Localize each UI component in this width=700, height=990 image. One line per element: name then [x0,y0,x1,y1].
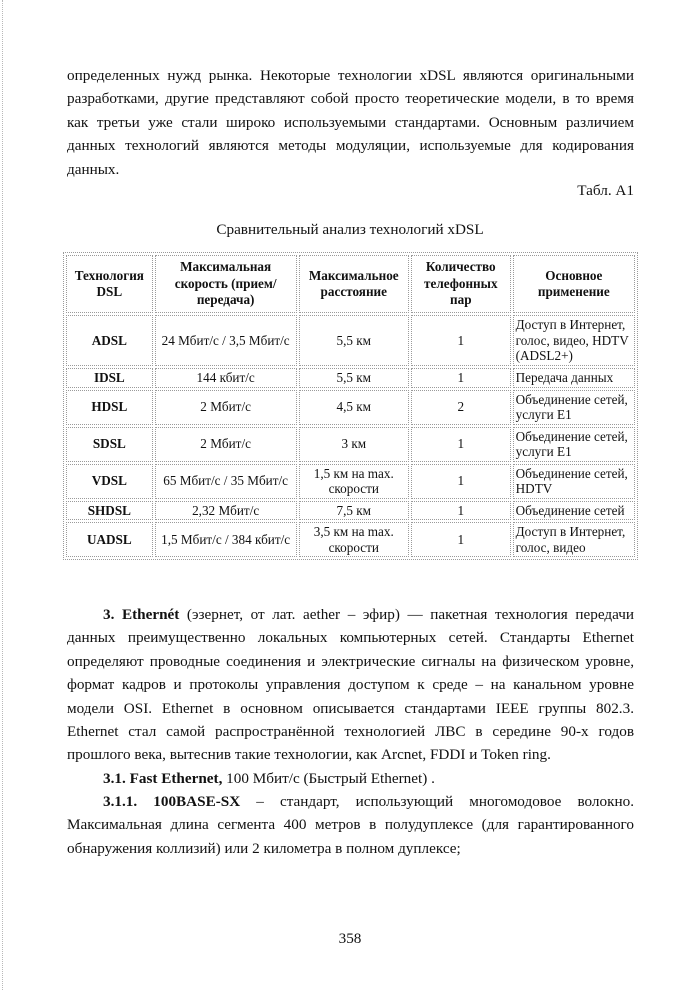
base-sx-heading: 3.1.1. 100BASE-SX [103,793,241,810]
cell-distance: 5,5 км [299,368,409,388]
text-line: данных. [67,160,120,178]
cell-speed: 24 Мбит/с / 3,5 Мбит/с [155,315,297,366]
table-row [66,522,635,557]
text-line: Ethernet стал самой распространённой технологией ЛВС в середине 90-х годов [67,723,634,741]
table-row [66,464,635,499]
cell-application: Доступ в Интернет, голос, видео, HDTV (ADSL2+) [513,315,635,366]
text-line: определенных нужд рынка. Некоторые технологии xDSL являются оригинальными [67,67,634,84]
ethernet-paragraph [67,603,634,767]
cell-tech: SDSL [66,427,153,462]
cell-pairs: 1 [411,501,511,521]
base-sx-paragraph [67,790,634,860]
header-phone-pairs: Количество телефонных пар [411,255,511,313]
text-line: разработками, другие представляют собой просто теоретические модели, в то время [67,90,634,108]
fast-ethernet-paragraph [67,767,634,790]
cell-application: Объединение сетей, услуги E1 [513,390,635,425]
fast-ethernet-heading: 3.1. Fast Ethernet, [103,770,223,787]
text-line: формат кадров и протоколы управления доступом к среде – на канальном уровне [67,676,634,694]
table-header-row [66,255,635,313]
text-line: данных преимущественно локальных компьютерных сетей. Стандарты Ethernet [67,629,634,647]
cell-tech: SHDSL [66,501,153,521]
cell-tech: UADSL [66,522,153,557]
header-max-distance: Максимальное расстояние [299,255,409,313]
xdsl-comparison-table [63,252,638,560]
cell-distance: 5,5 км [299,315,409,366]
cell-tech: IDSL [66,368,153,388]
page-number: 358 [338,930,362,947]
text-line: определяют проводные соединения и электрические сигналы на физическом уровне, [67,652,634,670]
cell-distance: 3,5 км на max. скорости [299,522,409,557]
cell-application: Передача данных [513,368,635,388]
text-line: 3.1.1. 100BASE-SX – стандарт, использующий многомодовое волокно. [103,793,634,810]
cell-distance: 4,5 км [299,390,409,425]
header-main-application: Основное применение [513,255,635,313]
cell-distance: 7,5 км [299,501,409,521]
text-line: 3.1. Fast Ethernet, 100 Мбит/с (Быстрый Ethernet) . [103,770,435,787]
table-row [66,427,635,462]
table-row [66,501,635,521]
header-max-speed: Максимальная скорость (прием/передача) [155,255,297,313]
text-line: как третьи уже стали широко используемыми стандартами. Основным различием [67,113,634,131]
cell-application: Доступ в Интернет, голос, видео [513,522,635,557]
cell-distance: 1,5 км на max. скорости [299,464,409,499]
table-row [66,390,635,425]
cell-speed: 2 Мбит/с [155,427,297,462]
intro-paragraph [67,64,634,181]
cell-pairs: 1 [411,427,511,462]
table-row [66,315,635,366]
ethernet-heading: 3. Ethernét [103,606,180,623]
table-number-label: Табл. А1 [577,182,634,199]
page-left-edge [2,0,3,990]
header-technology: Технология DSL [66,255,153,313]
cell-speed: 2 Мбит/с [155,390,297,425]
cell-application: Объединение сетей, HDTV [513,464,635,499]
text-line: обнаружения коллизий) или 2 километра в полном дуплексе; [67,839,461,857]
cell-pairs: 1 [411,522,511,557]
text-line: 3. Ethernét (эзернет, от лат. aether – эфир) — пакетная технология передачи [103,606,634,623]
text-line: Максимальная длина сегмента 400 метров в полудуплексе (для гарантированного [67,816,634,834]
table-caption: Сравнительный анализ технологий xDSL [216,221,484,238]
cell-speed: 1,5 Мбит/с / 384 кбит/с [155,522,297,557]
cell-application: Объединение сетей [513,501,635,521]
cell-pairs: 2 [411,390,511,425]
text-line: данных технологий являются методы модуляции, используемые для кодирования [67,137,634,155]
cell-application: Объединение сетей, услуги E1 [513,427,635,462]
text-line: прошлого века, вытеснив такие технологии, как Arcnet, FDDI и Token ring. [67,746,551,764]
cell-pairs: 1 [411,368,511,388]
cell-speed: 2,32 Мбит/с [155,501,297,521]
cell-pairs: 1 [411,315,511,366]
cell-tech: ADSL [66,315,153,366]
cell-distance: 3 км [299,427,409,462]
cell-speed: 65 Мбит/с / 35 Мбит/с [155,464,297,499]
text-line: модели OSI. Ethernet в основном описывается стандартами IEEE группы 802.3. [67,699,634,717]
table-row [66,368,635,388]
cell-tech: HDSL [66,390,153,425]
cell-pairs: 1 [411,464,511,499]
cell-speed: 144 кбит/с [155,368,297,388]
cell-tech: VDSL [66,464,153,499]
